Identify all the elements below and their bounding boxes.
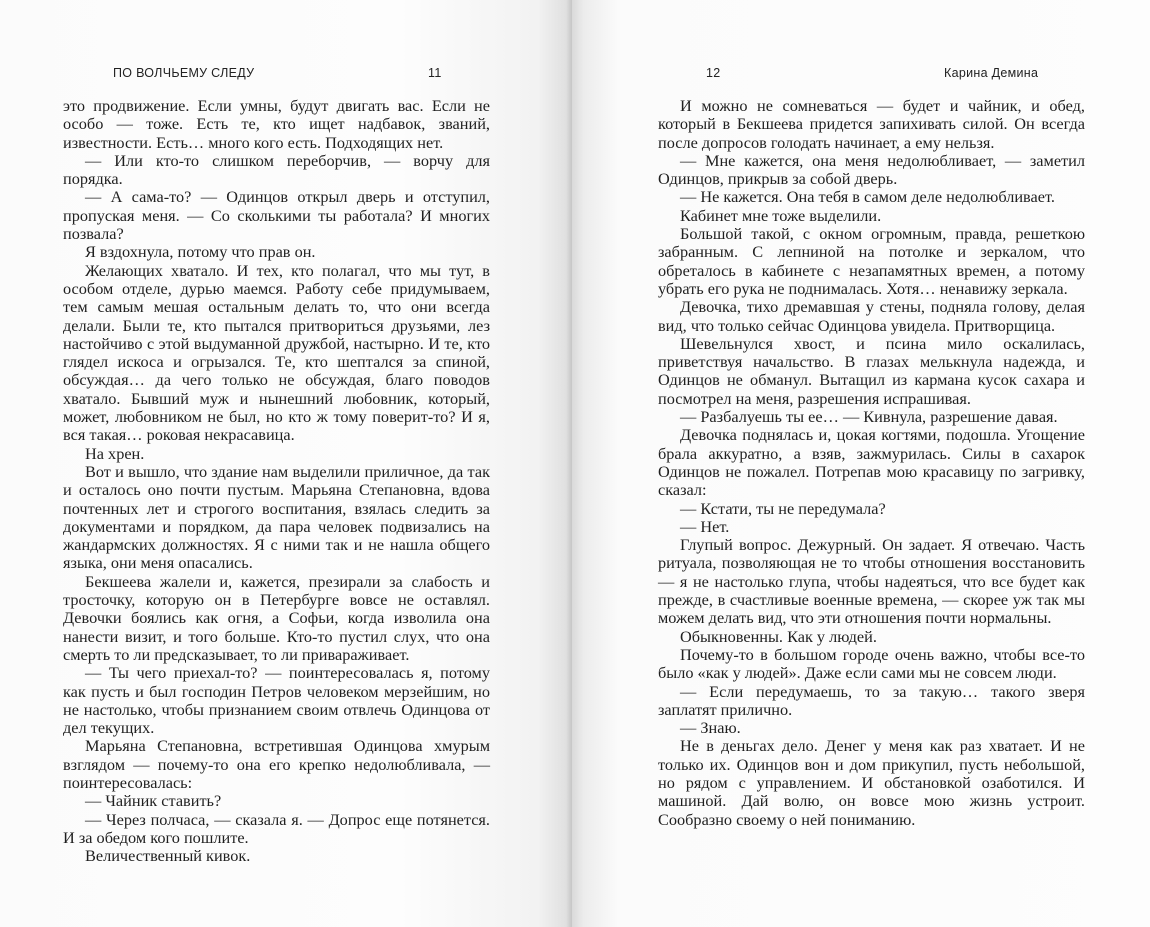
left-page-text (63, 97, 490, 865)
paragraph: — Разбалуешь ты ее… — Кивнула, разрешение давая. (680, 407, 1058, 427)
left-page (0, 0, 572, 927)
paragraph: Я вздохнула, потому что прав он. (85, 242, 316, 262)
paragraph: Обыкновенны. Как у людей. (680, 626, 877, 646)
paragraph: Глупый вопрос. Дежурный. Он задает. Я отвечаю. Часть ритуала, позволяющая не то чтобы отношения восстановить — я не настолько глупа, чтобы надеяться, что все будет как прежде, в счастливые военные времена, — скорее уж так мы можем делать вид, что эти отношения почти нормальны. (658, 535, 1085, 628)
paragraph: — Или кто-то слишком переборчив, — ворчу для порядка. (63, 150, 490, 189)
paragraph: Вот и вышло, что здание нам выделили приличное, да так и осталось оно почти пустым. Марьяна Степановна, вдова почтенных лет и строгого воспитания, взялась следить за документами и порядком, да пара человек подвизались на жандармских должностях. Я с ними так и не нашла общего языка, они меня опасались. (63, 461, 490, 573)
paragraph: — Если передумаешь, то за такую… такого зверя заплатят прилично. (658, 681, 1085, 719)
running-title: ПО ВОЛЧЬЕМУ СЛЕДУ (113, 66, 255, 80)
paragraph: Почему-то в большом городе очень важно, чтобы все-то было «как у людей». Даже если сами мы не совсем люди. (658, 644, 1085, 683)
running-author: Карина Демина (944, 66, 1039, 80)
paragraph: — Чайник ставить? (85, 791, 222, 811)
paragraph: — А сама-то? — Одинцов открыл дверь и отступил, пропуская меня. — Со сколькими ты работала? И многих позвала? (63, 187, 490, 244)
paragraph: это продвижение. Если умны, будут двигать вас. Если не особо — тоже. Есть те, кто ищет надбавок, званий, известности. Есть… много кого есть. Подходящих нет. (63, 96, 490, 152)
paragraph: Марьяна Степановна, встретившая Одинцова хмурым взглядом — почему-то она его крепко недолюбливала, — поинтересовалась: (63, 736, 490, 792)
paragraph: — Через полчаса, — сказала я. — Допрос еще потянется. И за обедом кого пошлите. (63, 809, 490, 847)
right-page-text (658, 97, 1085, 829)
paragraph: — Знаю. (680, 718, 741, 738)
paragraph: — Нет. (680, 516, 730, 536)
paragraph: Желающих хватало. И тех, кто полагал, что мы тут, в особом отделе, дурью маемся. Работу себе придумываем, тем самым мешая остальным делать то, что они всегда делали. Были те, кто пытался притвориться друзьями, лез настойчиво с этой выдуманной дружбой, настырно. И те, кто глядел искоса и огрызался. Те, кто шептался за спиной, обсуждая… да чего только не обсуждая, благо поводов хватало. Бывший муж и нынешний любовник, который, может, любовником не был, но кто ж тому поверит-то? И я, вся такая… роковая некрасавица. (63, 260, 490, 445)
paragraph: Величественный кивок. (85, 846, 251, 866)
page-number-right: 12 (706, 66, 721, 80)
paragraph: Большой такой, с окном огромным, правда, решеткою забранным. С лепниной на потолке и зеркалом, что обреталось в кабинете с незапамятных времен, а потому убрать его рука не поднималась. Хотя… ненавижу зеркала. (658, 224, 1085, 298)
paragraph: — Не кажется. Она тебя в самом деле недолюбливает. (680, 187, 1055, 207)
paragraph: Не в деньгах дело. Денег у меня как раз хватает. И не только их. Одинцов вон и дом прикупил, пусть небольшой, но рядом с управлением. И обстановкой озаботился. И машиной. Дай волю, он вовсе мою жизнь устроит. Сообразно своему о ней пониманию. (658, 736, 1085, 829)
paragraph: И можно не сомневаться — будет и чайник, и обед, который в Бекшеева придется запихивать силой. Он всегда после допросов голодать начинает, а ему нельзя. (658, 96, 1085, 152)
paragraph: — Мне кажется, она меня недолюбливает, — заметил Одинцов, прикрыв за собой дверь. (658, 150, 1085, 189)
paragraph: — Ты чего приехал-то? — поинтересовалась я, потому как пусть и был господин Петров человеком мерзейшим, но не настолько, чтобы признанием своим отвлечь Одинцова от дел текущих. (63, 663, 490, 738)
paragraph: На хрен. (85, 443, 145, 463)
paragraph: Девочка поднялась и, цокая когтями, подошла. Угощение брала аккуратно, а взяв, зажмурилась. Силы в сахарок Одинцов не пожалел. Потрепав мою красавицу по загривку, сказал: (658, 425, 1085, 500)
paragraph: Кабинет мне тоже выделили. (680, 205, 882, 225)
paragraph: Бекшеева жалели и, кажется, презирали за слабость и тросточку, которую он в Петербурге вовсе не оставлял. Девочки боялись как огня, а Софьи, когда изволила она нанести визит, и того больше. Кто-то пустил слух, что она смерть то ли предсказывает, то ли привараживает. (63, 571, 490, 664)
paragraph: Шевельнулся хвост, и псина мило оскалилась, приветствуя начальство. В глазах мелькнула надежда, и Одинцов не обманул. Вытащил из кармана кусок сахара и посмотрел на меня, разрешения испрашивая. (658, 333, 1085, 408)
paragraph: Девочка, тихо дремавшая у стены, подняла голову, делая вид, что только сейчас Одинцова увидела. Притворщица. (658, 297, 1085, 335)
paragraph: — Кстати, ты не передумала? (680, 498, 886, 518)
page-number-left: 11 (428, 66, 442, 80)
